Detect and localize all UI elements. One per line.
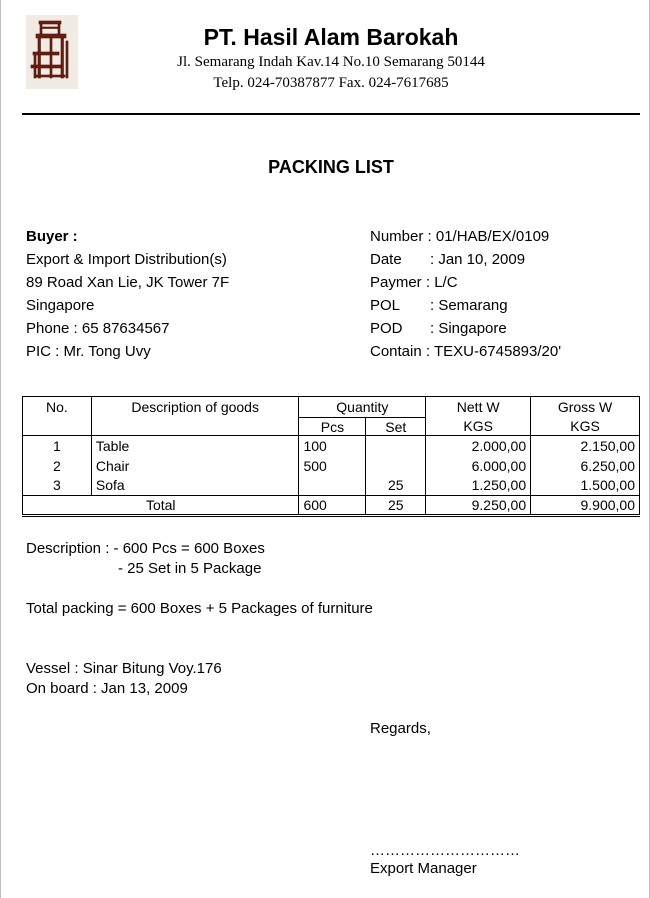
pod-label: POD <box>370 320 403 337</box>
pol-label: POL <box>370 297 401 314</box>
row-pcs <box>299 476 366 496</box>
description-line-1: Description : - 600 Pcs = 600 Boxes <box>26 540 265 557</box>
row-pcs: 100 <box>299 436 366 456</box>
row-no: 3 <box>23 476 92 496</box>
payment-value: L/C <box>434 274 458 291</box>
row-gross: 1.500,00 <box>531 476 640 496</box>
table-header-row <box>23 397 640 418</box>
company-telephone: Telp. 024-70387877 Fax. 024-7617685 <box>213 75 449 91</box>
signature-dots: ………………………… <box>370 842 520 859</box>
payment-label: Paymer : <box>370 274 431 291</box>
total-gross: 9.900,00 <box>531 496 640 516</box>
on-board-date: On board : Jan 13, 2009 <box>26 680 188 697</box>
shipment-number <box>370 228 549 245</box>
company-name: PT. Hasil Alam Barokah <box>203 24 459 50</box>
row-description: Table <box>91 436 299 456</box>
table-row <box>23 456 640 476</box>
subheader-no-empty <box>23 418 92 436</box>
header-nett: Nett W <box>426 397 531 418</box>
library-chair-icon <box>26 15 78 89</box>
date-label: Date <box>370 251 402 268</box>
row-no: 1 <box>23 436 92 456</box>
row-nett: 6.000,00 <box>426 456 531 476</box>
table-total-row <box>23 496 640 516</box>
buyer-city: Singapore <box>26 297 95 314</box>
row-set <box>366 436 426 456</box>
header-nett-unit: KGS <box>426 418 531 436</box>
total-nett: 9.250,00 <box>426 496 531 516</box>
header-set: Set <box>366 418 426 436</box>
header-no: No. <box>23 397 92 418</box>
header-pcs: Pcs <box>299 418 366 436</box>
buyer-name: Export & Import Distribution(s) <box>26 251 227 268</box>
pol-value: : Semarang <box>430 297 508 314</box>
buyer-phone: Phone : 65 87634567 <box>26 320 170 337</box>
table-row <box>23 476 640 496</box>
row-gross: 6.250,00 <box>531 456 640 476</box>
vessel-info: Vessel : Sinar Bitung Voy.176 <box>26 660 222 677</box>
buyer-address: 89 Road Xan Lie, JK Tower 7F <box>26 274 230 291</box>
header-divider <box>22 113 640 115</box>
row-set: 25 <box>366 476 426 496</box>
description-line-2: - 25 Set in 5 Package <box>118 560 262 577</box>
row-nett: 2.000,00 <box>426 436 531 456</box>
company-address: Jl. Semarang Indah Kav.14 No.10 Semarang 50144 <box>177 54 485 70</box>
row-description: Chair <box>91 456 299 476</box>
total-packing: Total packing = 600 Boxes + 5 Packages of furniture <box>26 600 373 617</box>
signatory-title: Export Manager <box>370 860 477 877</box>
header-gross: Gross W <box>531 397 640 418</box>
shipment-container <box>370 343 561 360</box>
pod-value: : Singapore <box>430 320 507 337</box>
header-quantity: Quantity <box>299 397 426 418</box>
subheader-description-empty <box>91 418 299 436</box>
shipment-date <box>370 251 525 268</box>
header-description: Description of goods <box>91 397 299 418</box>
goods-table <box>22 396 640 517</box>
total-pcs: 600 <box>299 496 366 516</box>
company-logo <box>26 15 78 89</box>
shipment-pod <box>370 320 507 337</box>
total-label: Total <box>23 496 299 516</box>
row-set <box>366 456 426 476</box>
regards-text: Regards, <box>370 720 431 737</box>
row-nett: 1.250,00 <box>426 476 531 496</box>
table-subheader-row <box>23 418 640 436</box>
shipment-payment <box>370 274 458 291</box>
number-label: Number : <box>370 228 432 245</box>
number-value: 01/HAB/EX/0109 <box>435 228 550 245</box>
buyer-pic: PIC : Mr. Tong Uvy <box>26 343 151 360</box>
buyer-heading: Buyer : <box>26 228 78 245</box>
shipment-pol <box>370 297 508 314</box>
table-row <box>23 436 640 456</box>
header-gross-unit: KGS <box>531 418 640 436</box>
document-title: PACKING LIST <box>268 157 394 177</box>
date-value: : Jan 10, 2009 <box>430 251 526 268</box>
container-label: Contain : <box>370 343 431 360</box>
row-pcs: 500 <box>299 456 366 476</box>
row-description: Sofa <box>91 476 299 496</box>
total-set: 25 <box>366 496 426 516</box>
row-no: 2 <box>23 456 92 476</box>
container-value: TEXU-6745893/20' <box>433 343 562 360</box>
row-gross: 2.150,00 <box>531 436 640 456</box>
